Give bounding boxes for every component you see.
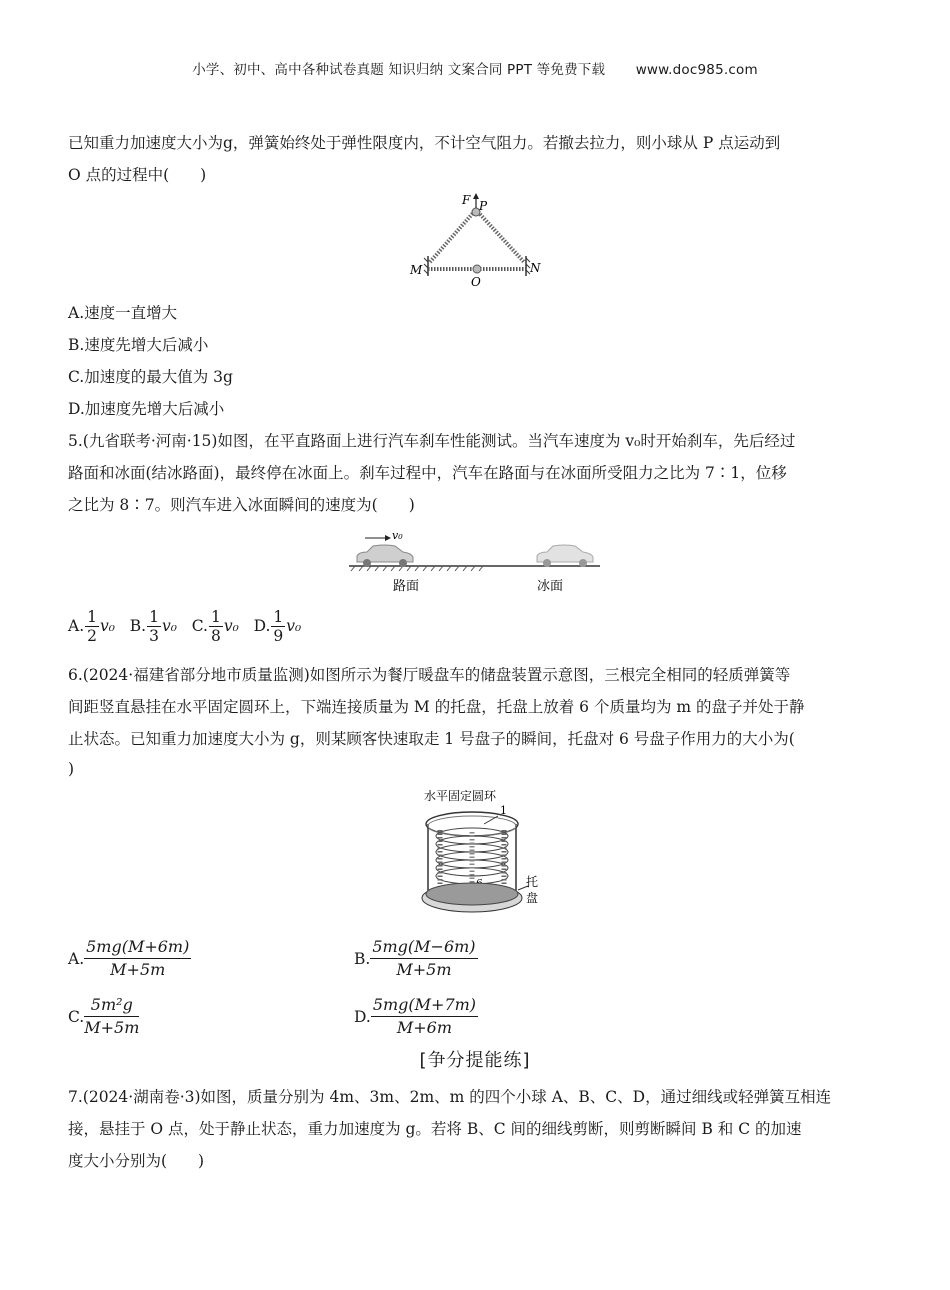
- label-one: 1: [500, 804, 507, 817]
- q5-options: [68, 608, 301, 645]
- q6-line1: 6.(2024·福建省部分地市质量监测)如图所示为餐厅暖盘车的储盘装置示意图，三根完全相同的轻质弹簧等: [68, 666, 791, 684]
- label-road: 路面: [393, 579, 420, 594]
- q5-line2: 路面和冰面(结冰路面)，最终停在冰面上。刹车过程中，汽车在路面与在冰面所受阻力之比为 7∶1，位移: [68, 464, 787, 482]
- label-tray-1: 托: [526, 875, 539, 889]
- label-ring: 水平固定圆环: [424, 789, 497, 803]
- q5-line1: 5.(九省联考·河南·15)如图，在平直路面上进行汽车刹车性能测试。当汽车速度为 v₀时开始刹车，先后经过: [68, 432, 796, 450]
- q4-option-d: D.加速度先增大后减小: [68, 400, 225, 418]
- label-M: M: [410, 263, 423, 277]
- car-right: [537, 545, 593, 567]
- q5-option-c: C. $\frac{1}{8}$ v₀: [191, 608, 239, 645]
- q5-line3: 之比为 8∶7。则汽车进入冰面瞬间的速度为( ): [68, 496, 415, 514]
- label-F: F: [462, 193, 471, 207]
- q6-line2: 间距竖直悬挂在水平固定圆环上，下端连接质量为 M 的托盘，托盘上放着 6 个质量均为 m 的盘子并处于静: [68, 698, 805, 716]
- q7-line1: 7.(2024·湖南卷·3)如图，质量分别为 4m、3m、2m、m 的四个小球 A、B、C、D，通过细线或轻弹簧互相连: [68, 1088, 832, 1106]
- q6-option-b: B. $\frac{5mg(M-6m)}{M+5m}$: [354, 937, 476, 979]
- q6-option-c: C. $\frac{\text{5m²g}}{M+5m}$: [68, 995, 140, 1037]
- q5-option-a: A. $\frac{1}{2}$ v₀: [68, 608, 115, 645]
- label-O: O: [471, 275, 481, 289]
- q4-line1: 已知重力加速度大小为g，弹簧始终处于弹性限度内，不计空气阻力。若撤去拉力，则小球从 P 点运动到: [68, 134, 781, 152]
- q5-car-figure: [345, 526, 605, 600]
- q4-option-a: A.速度一直增大: [68, 304, 178, 322]
- q4-line2: O 点的过程中( ): [68, 166, 207, 184]
- header-text: 小学、初中、高中各种试卷真题 知识归纳 文案合同 PPT 等免费下载: [192, 62, 606, 78]
- q6-option-d: D. $\frac{5mg(M+7m)}{M+6m}$: [354, 995, 477, 1037]
- q4-option-c: C.加速度的最大值为 3g: [68, 368, 233, 386]
- header-url[interactable]: www.doc985.com: [635, 62, 758, 78]
- label-N: N: [530, 261, 541, 275]
- page-header: [0, 58, 950, 78]
- q7-line2: 接，悬挂于 O 点，处于静止状态，重力加速度为 g。若将 B、C 间的细线剪断，则剪断瞬间 B 和 C 的加速: [68, 1120, 802, 1138]
- q5-option-d: D. $\frac{1}{9}$ v₀: [253, 608, 302, 645]
- q6-plate-figure: [410, 786, 550, 926]
- car-left: [357, 545, 413, 567]
- q4-option-b: B.速度先增大后减小: [68, 336, 209, 354]
- q4-spring-figure: [400, 190, 550, 290]
- label-ice: 冰面: [537, 579, 564, 594]
- q6-line3: 止状态。已知重力加速度大小为 g，则某顾客快速取走 1 号盘子的瞬间，托盘对 6 号盘子作用力的大小为(: [68, 730, 795, 748]
- q6-line4: ): [68, 760, 75, 778]
- q5-option-b: B. $\frac{1}{3}$ v₀: [129, 608, 177, 645]
- q6-option-a: A. $\frac{5mg(M+6m)}{M+5m}$: [68, 937, 190, 979]
- q7-line3: 度大小分别为( ): [68, 1152, 205, 1170]
- label-tray-2: 盘: [526, 891, 539, 905]
- label-v0: v₀: [392, 529, 403, 542]
- label-P: P: [479, 199, 488, 213]
- section-title: [争分提能练]: [419, 1050, 531, 1071]
